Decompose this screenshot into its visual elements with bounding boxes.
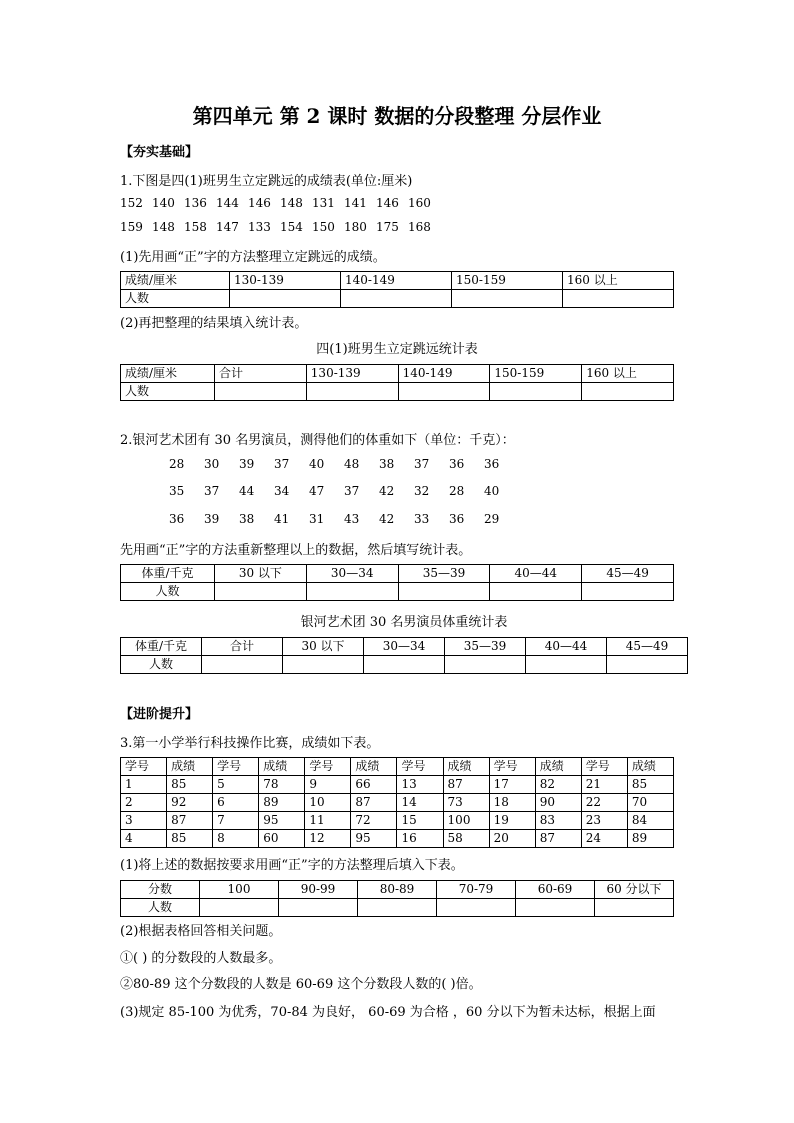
q3-part1: (1)将上述的数据按要求用画“正”字的方法整理后填入下表。 [120,858,464,873]
table-row [121,812,674,830]
q2-value: 37 [274,457,290,471]
page-title: 第四单元 第 2 课时 数据的分段整理 分层作业 [192,104,602,128]
table-header-cell: 40—44 [526,638,607,656]
table-header-cell: 成绩 [535,758,581,776]
q1-tally-table [120,271,674,308]
answer-cell[interactable] [283,656,364,674]
answer-cell[interactable] [452,290,563,308]
q1-value: 148 [280,196,303,210]
table-cell: 16 [397,830,443,848]
table-cell: 21 [581,776,627,794]
answer-cell[interactable] [595,899,674,917]
q1-value: 131 [312,196,335,210]
q1-stats-table [120,364,674,401]
table-row-label: 人数 [121,583,215,601]
table-cell: 85 [167,776,213,794]
table-header-cell: 45—49 [607,638,688,656]
table-header-cell: 80-89 [358,881,437,899]
table-header-cell: 40—44 [490,565,582,583]
table-cell: 85 [167,830,213,848]
table-header-cell: 30 以下 [283,638,364,656]
table-cell: 85 [627,776,673,794]
q2-value: 47 [309,484,325,498]
table-header-cell: 90-99 [279,881,358,899]
table-header-cell: 35—39 [445,638,526,656]
answer-cell[interactable] [202,656,283,674]
q2-value: 36 [449,457,465,471]
q2-value: 42 [379,484,395,498]
table-row-label: 人数 [121,656,202,674]
table-cell: 8 [213,830,259,848]
q1-value: 152 [120,196,143,210]
q2-value: 35 [169,484,185,498]
table-header-cell: 140-149 [398,365,490,383]
table-cell: 58 [443,830,489,848]
answer-cell[interactable] [582,583,674,601]
q2-value: 40 [484,484,500,498]
q2-value: 40 [309,457,325,471]
q1-data-row-2 [120,220,440,234]
q2-value: 31 [309,512,325,526]
q1-value: 175 [376,220,399,234]
table-header-cell: 30 以下 [215,565,307,583]
table-cell: 87 [443,776,489,794]
table-header-cell: 学号 [397,758,443,776]
answer-cell[interactable] [526,656,607,674]
answer-cell[interactable] [582,383,674,401]
q1-value: 147 [216,220,239,234]
table-header-cell: 成绩 [351,758,397,776]
table-cell: 66 [351,776,397,794]
q2-value: 28 [169,457,185,471]
q3-question-a: ①( ) 的分数段的人数最多。 [120,951,282,966]
q1-value: 180 [344,220,367,234]
q2-value: 29 [484,512,500,526]
table-cell: 20 [489,830,535,848]
table-cell: 82 [535,776,581,794]
q1-part2: (2)再把整理的结果填入统计表。 [120,316,308,331]
q1-value: 133 [248,220,271,234]
q1-value: 168 [408,220,431,234]
table-cell: 14 [397,794,443,812]
table-header-cell: 45—49 [582,565,674,583]
q1-value: 146 [376,196,399,210]
table-row [121,794,674,812]
q2-value: 34 [274,484,290,498]
table-header-cell: 60 分以下 [595,881,674,899]
table-header-cell: 成绩 [443,758,489,776]
answer-cell[interactable] [398,583,490,601]
table-cell: 87 [167,812,213,830]
q2-value: 37 [414,457,430,471]
table-cell: 5 [213,776,259,794]
table-cell: 90 [535,794,581,812]
table-cell: 89 [627,830,673,848]
table-header-cell: 学号 [121,758,167,776]
table-header-cell: 成绩 [627,758,673,776]
table-cell: 18 [489,794,535,812]
table-header-cell: 分数 [121,881,200,899]
answer-cell[interactable] [341,290,452,308]
table-cell: 10 [305,794,351,812]
q2-text: 2.银河艺术团有 30 名男演员，测得他们的体重如下（单位：千克）： [120,433,515,448]
q2-value: 41 [274,512,290,526]
table-cell: 84 [627,812,673,830]
table-cell: 78 [259,776,305,794]
q1-part1: (1)先用画“正”字的方法整理立定跳远的成绩。 [120,250,386,265]
q2-value: 36 [484,457,500,471]
table-cell: 3 [121,812,167,830]
table-header-cell: 成绩/厘米 [121,365,215,383]
q1-value: 140 [152,196,175,210]
table-header-cell: 30—34 [306,565,398,583]
table-header-cell: 140-149 [341,272,452,290]
table-cell: 17 [489,776,535,794]
table-header-cell: 150-159 [452,272,563,290]
table-cell: 22 [581,794,627,812]
table-header-cell: 合计 [202,638,283,656]
answer-cell[interactable] [279,899,358,917]
table-cell: 87 [535,830,581,848]
table-cell: 15 [397,812,443,830]
table-header-cell: 成绩/厘米 [121,272,230,290]
answer-cell[interactable] [215,583,307,601]
q1-value: 146 [248,196,271,210]
table-cell: 24 [581,830,627,848]
answer-cell[interactable] [358,899,437,917]
table-row-label: 人数 [121,290,230,308]
table-cell: 92 [167,794,213,812]
table-header-cell: 30—34 [364,638,445,656]
table-cell: 6 [213,794,259,812]
answer-cell[interactable] [306,583,398,601]
q3-part2: (2)根据表格回答相关问题。 [120,924,282,939]
q2-stats-table [120,637,688,674]
q3-score-table [120,757,674,848]
table-header-cell: 体重/千克 [121,638,202,656]
table-cell: 11 [305,812,351,830]
table-cell: 87 [351,794,397,812]
table-cell: 89 [259,794,305,812]
q2-data-row-1 [169,457,519,471]
section-advanced-heading: 【进阶提升】 [120,707,199,722]
answer-cell[interactable] [490,583,582,601]
answer-cell[interactable] [200,899,279,917]
q3-text: 3.第一小学举行科技操作比赛，成绩如下表。 [120,736,380,751]
table-row-label: 人数 [121,899,200,917]
table-header-cell: 100 [200,881,279,899]
table-cell: 2 [121,794,167,812]
answer-cell[interactable] [516,899,595,917]
answer-cell[interactable] [490,383,582,401]
q1-value: 150 [312,220,335,234]
table-header-cell: 160 以上 [582,365,674,383]
table-row-label: 人数 [121,383,215,401]
table-header-cell: 150-159 [490,365,582,383]
table-header-cell: 160 以上 [563,272,674,290]
table-cell: 1 [121,776,167,794]
table-header-cell: 学号 [489,758,535,776]
table-header-cell: 130-139 [306,365,398,383]
table-cell: 13 [397,776,443,794]
q1-value: 159 [120,220,143,234]
q1-value: 144 [216,196,239,210]
answer-cell[interactable] [445,656,526,674]
q1-text: 1.下图是四(1)班男生立定跳远的成绩表(单位:厘米) [120,174,413,189]
table-header-cell: 成绩 [259,758,305,776]
q2-data-row-2 [169,484,519,498]
q2-tally-table [120,564,674,601]
q2-value: 43 [344,512,360,526]
table-header-cell: 35—39 [398,565,490,583]
q1-table2-caption: 四(1)班男生立定跳远统计表 [316,342,478,357]
table-cell: 95 [351,830,397,848]
table-header-cell: 70-79 [437,881,516,899]
table-header-cell: 体重/千克 [121,565,215,583]
table-header-cell: 130-139 [230,272,341,290]
q1-value: 141 [344,196,367,210]
table-header-cell: 成绩 [167,758,213,776]
answer-cell[interactable] [398,383,490,401]
q2-value: 38 [379,457,395,471]
table-cell: 83 [535,812,581,830]
q2-value: 36 [169,512,185,526]
q2-value: 30 [204,457,220,471]
table-cell: 9 [305,776,351,794]
q2-value: 42 [379,512,395,526]
table-cell: 73 [443,794,489,812]
q2-value: 39 [239,457,255,471]
q1-data-row-1 [120,196,440,210]
q3-part3: (3)规定 85-100 为优秀，70-84 为良好， 60-69 为合格 ，60 分以下为暂未达标，根据上面 [120,1005,656,1020]
q1-value: 136 [184,196,207,210]
table-header-cell: 学号 [213,758,259,776]
table-cell: 12 [305,830,351,848]
table-cell: 7 [213,812,259,830]
answer-cell[interactable] [230,290,341,308]
q1-value: 158 [184,220,207,234]
answer-cell[interactable] [215,383,307,401]
table-header-cell: 学号 [581,758,627,776]
q2-value: 37 [204,484,220,498]
table-cell: 19 [489,812,535,830]
table-cell: 4 [121,830,167,848]
q2-value: 48 [344,457,360,471]
table-header-cell: 60-69 [516,881,595,899]
table-header-cell: 学号 [305,758,351,776]
answer-cell[interactable] [437,899,516,917]
q2-value: 37 [344,484,360,498]
q2-value: 28 [449,484,465,498]
q3-question-b: ②80-89 这个分数段的人数是 60-69 这个分数段人数的( )倍。 [120,977,482,992]
table-cell: 95 [259,812,305,830]
table-row [121,830,674,848]
table-cell: 60 [259,830,305,848]
q2-table2-caption: 银河艺术团 30 名男演员体重统计表 [300,615,508,630]
answer-cell[interactable] [306,383,398,401]
q2-value: 36 [449,512,465,526]
table-row [121,776,674,794]
answer-cell[interactable] [364,656,445,674]
q1-value: 148 [152,220,175,234]
q2-value: 38 [239,512,255,526]
q2-part1: 先用画“正”字的方法重新整理以上的数据，然后填写统计表。 [120,543,472,558]
table-cell: 70 [627,794,673,812]
q2-value: 44 [239,484,255,498]
table-cell: 100 [443,812,489,830]
section-basic-heading: 【夯实基础】 [120,145,199,160]
q2-value: 32 [414,484,430,498]
table-cell: 72 [351,812,397,830]
answer-cell[interactable] [563,290,674,308]
answer-cell[interactable] [607,656,688,674]
q2-value: 33 [414,512,430,526]
table-cell: 23 [581,812,627,830]
q1-value: 154 [280,220,303,234]
q3-tally-table [120,880,674,917]
q2-data-row-3 [169,512,519,526]
table-header-cell: 合计 [215,365,307,383]
q2-value: 39 [204,512,220,526]
q1-value: 160 [408,196,431,210]
